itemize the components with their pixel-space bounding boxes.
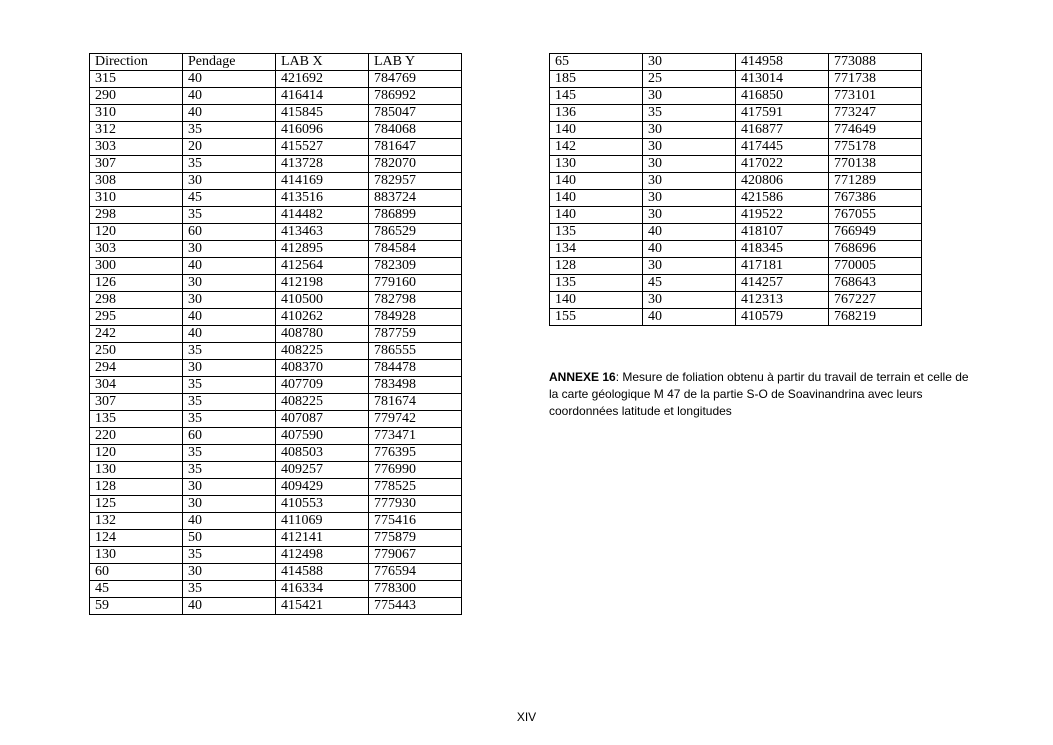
table-row <box>550 292 922 309</box>
cell-lab-x: 413728 <box>276 156 369 173</box>
cell-lab-y: 767055 <box>829 207 922 224</box>
table-row <box>90 258 462 275</box>
cell-lab-x: 409257 <box>276 462 369 479</box>
cell-direction: 130 <box>90 462 183 479</box>
cell-lab-y: 775879 <box>369 530 462 547</box>
cell-direction: 136 <box>550 105 643 122</box>
table-row <box>90 547 462 564</box>
cell-lab-y: 768219 <box>829 309 922 326</box>
cell-lab-x: 410262 <box>276 309 369 326</box>
cell-pendage: 25 <box>643 71 736 88</box>
cell-pendage: 40 <box>183 326 276 343</box>
cell-direction: 59 <box>90 598 183 615</box>
cell-direction: 298 <box>90 207 183 224</box>
cell-pendage: 35 <box>183 445 276 462</box>
cell-pendage: 35 <box>183 411 276 428</box>
table-row <box>90 139 462 156</box>
header-lab-x: LAB X <box>276 54 369 71</box>
table-row <box>90 241 462 258</box>
cell-lab-x: 408503 <box>276 445 369 462</box>
table-row <box>90 598 462 615</box>
cell-pendage: 35 <box>183 343 276 360</box>
cell-pendage: 30 <box>183 241 276 258</box>
cell-lab-x: 418345 <box>736 241 829 258</box>
cell-direction: 242 <box>90 326 183 343</box>
cell-pendage: 30 <box>643 122 736 139</box>
cell-lab-x: 413463 <box>276 224 369 241</box>
cell-lab-y: 782309 <box>369 258 462 275</box>
cell-lab-x: 414482 <box>276 207 369 224</box>
cell-lab-y: 773088 <box>829 54 922 71</box>
cell-pendage: 30 <box>183 479 276 496</box>
cell-lab-y: 781647 <box>369 139 462 156</box>
cell-pendage: 60 <box>183 428 276 445</box>
cell-lab-y: 775416 <box>369 513 462 530</box>
cell-direction: 120 <box>90 445 183 462</box>
cell-pendage: 35 <box>183 581 276 598</box>
table-row <box>90 411 462 428</box>
cell-pendage: 40 <box>643 224 736 241</box>
cell-lab-y: 773471 <box>369 428 462 445</box>
table-row <box>550 173 922 190</box>
table-row <box>90 207 462 224</box>
cell-lab-x: 408370 <box>276 360 369 377</box>
table-row <box>90 394 462 411</box>
cell-pendage: 30 <box>643 88 736 105</box>
cell-lab-y: 774649 <box>829 122 922 139</box>
cell-lab-x: 412141 <box>276 530 369 547</box>
cell-lab-x: 414958 <box>736 54 829 71</box>
cell-pendage: 40 <box>183 258 276 275</box>
cell-pendage: 40 <box>183 71 276 88</box>
cell-lab-x: 407709 <box>276 377 369 394</box>
cell-pendage: 40 <box>183 88 276 105</box>
cell-lab-y: 784584 <box>369 241 462 258</box>
cell-pendage: 50 <box>183 530 276 547</box>
table-row <box>90 88 462 105</box>
cell-lab-x: 416334 <box>276 581 369 598</box>
cell-lab-x: 413014 <box>736 71 829 88</box>
cell-lab-x: 410500 <box>276 292 369 309</box>
cell-lab-x: 417181 <box>736 258 829 275</box>
cell-pendage: 35 <box>183 394 276 411</box>
cell-lab-y: 786555 <box>369 343 462 360</box>
cell-pendage: 40 <box>183 105 276 122</box>
cell-pendage: 30 <box>643 258 736 275</box>
table-row <box>90 479 462 496</box>
cell-direction: 310 <box>90 105 183 122</box>
table-row <box>550 71 922 88</box>
cell-lab-y: 775178 <box>829 139 922 156</box>
cell-direction: 307 <box>90 156 183 173</box>
cell-lab-y: 770005 <box>829 258 922 275</box>
table-row <box>90 343 462 360</box>
table-row <box>90 309 462 326</box>
table-row <box>90 71 462 88</box>
cell-lab-x: 421586 <box>736 190 829 207</box>
cell-lab-y: 771289 <box>829 173 922 190</box>
cell-direction: 304 <box>90 377 183 394</box>
table-row <box>550 309 922 326</box>
cell-pendage: 30 <box>183 564 276 581</box>
cell-pendage: 30 <box>643 207 736 224</box>
cell-direction: 308 <box>90 173 183 190</box>
cell-lab-x: 414169 <box>276 173 369 190</box>
cell-lab-y: 786529 <box>369 224 462 241</box>
header-pendage: Pendage <box>183 54 276 71</box>
table-row <box>90 496 462 513</box>
cell-lab-y: 786992 <box>369 88 462 105</box>
table-row <box>550 105 922 122</box>
cell-lab-y: 784769 <box>369 71 462 88</box>
cell-lab-y: 776594 <box>369 564 462 581</box>
table-row <box>90 275 462 292</box>
cell-lab-x: 417022 <box>736 156 829 173</box>
cell-lab-x: 414588 <box>276 564 369 581</box>
cell-direction: 307 <box>90 394 183 411</box>
table-row <box>90 564 462 581</box>
cell-direction: 290 <box>90 88 183 105</box>
cell-lab-y: 779160 <box>369 275 462 292</box>
header-direction: Direction <box>90 54 183 71</box>
cell-direction: 140 <box>550 292 643 309</box>
cell-lab-y: 768696 <box>829 241 922 258</box>
cell-lab-y: 782798 <box>369 292 462 309</box>
cell-direction: 250 <box>90 343 183 360</box>
cell-lab-y: 883724 <box>369 190 462 207</box>
cell-lab-x: 414257 <box>736 275 829 292</box>
cell-lab-y: 767227 <box>829 292 922 309</box>
table-row <box>90 190 462 207</box>
left-data-table <box>89 53 462 615</box>
annex-caption <box>549 369 969 420</box>
cell-direction: 145 <box>550 88 643 105</box>
cell-direction: 312 <box>90 122 183 139</box>
cell-lab-x: 407590 <box>276 428 369 445</box>
cell-lab-y: 778300 <box>369 581 462 598</box>
cell-lab-x: 410579 <box>736 309 829 326</box>
cell-direction: 185 <box>550 71 643 88</box>
cell-pendage: 30 <box>643 292 736 309</box>
cell-lab-x: 408225 <box>276 343 369 360</box>
table-row <box>90 530 462 547</box>
cell-direction: 135 <box>550 275 643 292</box>
cell-lab-y: 776990 <box>369 462 462 479</box>
cell-direction: 155 <box>550 309 643 326</box>
cell-lab-x: 421692 <box>276 71 369 88</box>
cell-pendage: 35 <box>183 547 276 564</box>
table-row <box>90 326 462 343</box>
table-row <box>550 139 922 156</box>
caption-label: ANNEXE 16 <box>549 370 616 384</box>
cell-lab-x: 411069 <box>276 513 369 530</box>
cell-direction: 294 <box>90 360 183 377</box>
table-row <box>90 156 462 173</box>
cell-pendage: 30 <box>643 173 736 190</box>
cell-lab-y: 785047 <box>369 105 462 122</box>
cell-direction: 135 <box>550 224 643 241</box>
cell-lab-x: 412313 <box>736 292 829 309</box>
cell-pendage: 30 <box>643 156 736 173</box>
cell-pendage: 35 <box>183 156 276 173</box>
cell-lab-x: 416850 <box>736 88 829 105</box>
cell-lab-x: 408225 <box>276 394 369 411</box>
cell-pendage: 30 <box>643 139 736 156</box>
table-row <box>550 224 922 241</box>
cell-lab-x: 416877 <box>736 122 829 139</box>
cell-lab-x: 412895 <box>276 241 369 258</box>
table-row <box>550 54 922 71</box>
cell-lab-x: 409429 <box>276 479 369 496</box>
table-row <box>90 360 462 377</box>
cell-lab-x: 412564 <box>276 258 369 275</box>
cell-lab-x: 419522 <box>736 207 829 224</box>
cell-lab-y: 768643 <box>829 275 922 292</box>
cell-lab-x: 418107 <box>736 224 829 241</box>
cell-direction: 298 <box>90 292 183 309</box>
cell-pendage: 30 <box>643 54 736 71</box>
table-row <box>90 581 462 598</box>
cell-lab-y: 777930 <box>369 496 462 513</box>
cell-lab-y: 778525 <box>369 479 462 496</box>
cell-lab-y: 779067 <box>369 547 462 564</box>
table-row <box>90 292 462 309</box>
table-row <box>90 105 462 122</box>
cell-pendage: 40 <box>183 598 276 615</box>
cell-lab-y: 779742 <box>369 411 462 428</box>
cell-pendage: 45 <box>183 190 276 207</box>
cell-lab-y: 773101 <box>829 88 922 105</box>
cell-direction: 120 <box>90 224 183 241</box>
cell-direction: 45 <box>90 581 183 598</box>
table-row <box>550 88 922 105</box>
cell-lab-y: 773247 <box>829 105 922 122</box>
cell-pendage: 40 <box>183 513 276 530</box>
cell-direction: 295 <box>90 309 183 326</box>
cell-lab-y: 776395 <box>369 445 462 462</box>
cell-direction: 132 <box>90 513 183 530</box>
cell-direction: 315 <box>90 71 183 88</box>
cell-direction: 140 <box>550 190 643 207</box>
cell-lab-x: 407087 <box>276 411 369 428</box>
cell-lab-y: 766949 <box>829 224 922 241</box>
table-row <box>90 173 462 190</box>
cell-pendage: 30 <box>183 275 276 292</box>
cell-direction: 60 <box>90 564 183 581</box>
cell-lab-x: 415527 <box>276 139 369 156</box>
header-lab-y: LAB Y <box>369 54 462 71</box>
table-row <box>550 258 922 275</box>
table-row <box>550 207 922 224</box>
cell-lab-x: 412498 <box>276 547 369 564</box>
cell-direction: 310 <box>90 190 183 207</box>
cell-direction: 303 <box>90 139 183 156</box>
cell-pendage: 35 <box>183 122 276 139</box>
cell-lab-y: 782957 <box>369 173 462 190</box>
cell-pendage: 60 <box>183 224 276 241</box>
cell-lab-x: 412198 <box>276 275 369 292</box>
cell-direction: 135 <box>90 411 183 428</box>
table-row <box>90 377 462 394</box>
cell-pendage: 35 <box>183 377 276 394</box>
cell-direction: 125 <box>90 496 183 513</box>
table-row <box>550 190 922 207</box>
cell-lab-x: 413516 <box>276 190 369 207</box>
cell-pendage: 45 <box>643 275 736 292</box>
table-row <box>550 122 922 139</box>
cell-lab-y: 782070 <box>369 156 462 173</box>
cell-lab-y: 767386 <box>829 190 922 207</box>
cell-pendage: 30 <box>183 360 276 377</box>
table-row <box>90 224 462 241</box>
cell-pendage: 40 <box>183 309 276 326</box>
cell-direction: 300 <box>90 258 183 275</box>
cell-pendage: 30 <box>643 190 736 207</box>
cell-pendage: 40 <box>643 241 736 258</box>
cell-pendage: 35 <box>183 207 276 224</box>
cell-lab-y: 786899 <box>369 207 462 224</box>
cell-lab-x: 416096 <box>276 122 369 139</box>
cell-direction: 140 <box>550 207 643 224</box>
cell-lab-y: 781674 <box>369 394 462 411</box>
cell-lab-x: 415845 <box>276 105 369 122</box>
cell-lab-y: 770138 <box>829 156 922 173</box>
cell-direction: 140 <box>550 173 643 190</box>
table-row <box>550 275 922 292</box>
cell-pendage: 20 <box>183 139 276 156</box>
table-row <box>90 513 462 530</box>
cell-lab-x: 410553 <box>276 496 369 513</box>
cell-pendage: 30 <box>183 292 276 309</box>
caption-text: : Mesure de foliation obtenu à partir du travail de terrain et celle de la carte géologique M 47 de la partie S-O de Soavinandrina avec leurs coordonnées latitude et longitudes <box>549 370 969 418</box>
cell-direction: 220 <box>90 428 183 445</box>
cell-lab-y: 783498 <box>369 377 462 394</box>
cell-pendage: 30 <box>183 173 276 190</box>
table-row <box>90 462 462 479</box>
cell-lab-x: 416414 <box>276 88 369 105</box>
cell-lab-x: 408780 <box>276 326 369 343</box>
cell-direction: 126 <box>90 275 183 292</box>
cell-direction: 303 <box>90 241 183 258</box>
table-header-row <box>90 54 462 71</box>
cell-lab-x: 417445 <box>736 139 829 156</box>
cell-direction: 128 <box>90 479 183 496</box>
page-number: XIV <box>516 710 537 724</box>
table-row <box>90 428 462 445</box>
cell-direction: 130 <box>90 547 183 564</box>
cell-direction: 140 <box>550 122 643 139</box>
right-data-table <box>549 53 922 326</box>
cell-pendage: 35 <box>183 462 276 479</box>
cell-lab-x: 417591 <box>736 105 829 122</box>
cell-pendage: 30 <box>183 496 276 513</box>
cell-direction: 134 <box>550 241 643 258</box>
cell-direction: 142 <box>550 139 643 156</box>
table-row <box>550 156 922 173</box>
cell-pendage: 35 <box>643 105 736 122</box>
cell-lab-y: 784928 <box>369 309 462 326</box>
cell-lab-y: 775443 <box>369 598 462 615</box>
cell-lab-y: 771738 <box>829 71 922 88</box>
table-row <box>90 122 462 139</box>
cell-direction: 124 <box>90 530 183 547</box>
cell-lab-y: 784478 <box>369 360 462 377</box>
cell-direction: 130 <box>550 156 643 173</box>
cell-lab-x: 415421 <box>276 598 369 615</box>
table-row <box>550 241 922 258</box>
cell-lab-x: 420806 <box>736 173 829 190</box>
table-row <box>90 445 462 462</box>
cell-direction: 65 <box>550 54 643 71</box>
cell-pendage: 40 <box>643 309 736 326</box>
cell-lab-y: 784068 <box>369 122 462 139</box>
cell-lab-y: 787759 <box>369 326 462 343</box>
cell-direction: 128 <box>550 258 643 275</box>
